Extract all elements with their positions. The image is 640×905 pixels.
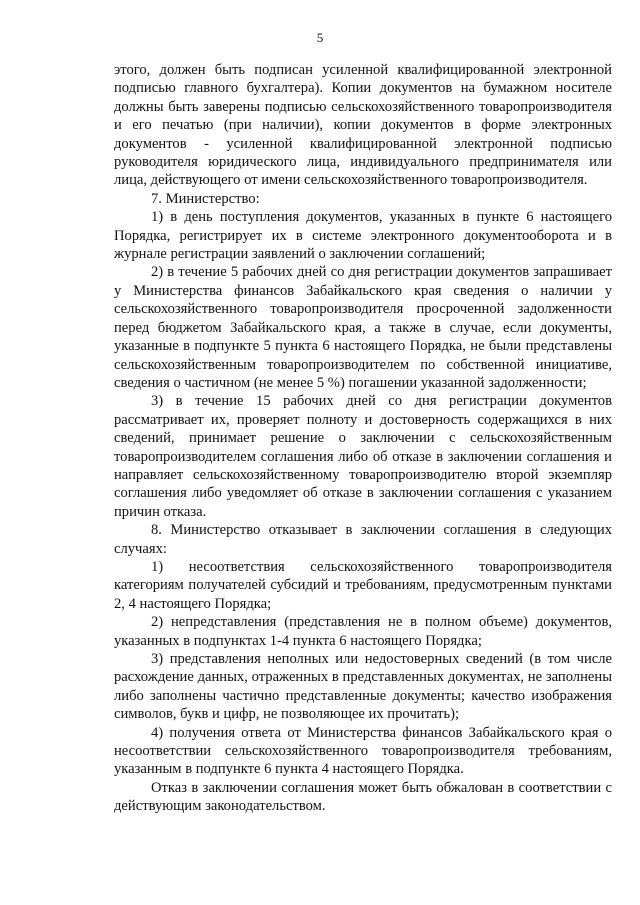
section-7-heading: 7. Министерство: [151, 190, 260, 207]
section-7-item-3: 3) в течение 15 рабочих дней со дня регистрации документов рассматривает их, проверяет полноту и достоверность содержащихся в них сведений, принимает решение о заключении с сельскохозяйственным товаропроизводителем соглашения либо об отказе в заключении соглашения и направляет сельскохозяйственному товаропроизводителю второй экземпляр соглашения либо уведомляет об отказе в заключении соглашения с указанием причин отказа. [114, 393, 612, 520]
section-8-heading: 8. Министерство отказывает в заключении соглашения в следующих случаях: [114, 522, 612, 557]
section-8-item-1: 1) несоответствия сельскохозяйственного товаропроизводителя категориям получателей субсидий и требованиям, предусмотренным пунктами 2, 4 настоящего Порядка; [114, 558, 612, 612]
section-8-item-4: 4) получения ответа от Министерства финансов Забайкальского края о несоответствии сельскохозяйственного товаропроизводителя требованиям, указанным в подпункте 6 пункта 4 настоящего Порядка. [114, 724, 612, 778]
appeal-paragraph: Отказ в заключении соглашения может быть обжалован в соответствии с действующим законодательством. [114, 779, 612, 815]
paragraph-signature-requirements: этого, должен быть подписан усиленной квалифицированной электронной подписью главного бухгалтера). Копии документов на бумажном носителе должны быть заверены подписью сельскохозяйственного товаропроизводителя и его печатью (при наличии), копии документов в форме электронных документов - усиленной квалифицированной электронной подписью руководителя юридического лица, индивидуального предпринимателя или лица, действующего от имени сельскохозяйственного товаропроизводителя. [114, 62, 612, 189]
section-8-item-3: 3) представления неполных или недостоверных сведений (в том числе расхождение данных, отраженных в представленных документах, не заполнены либо заполнены частично представленные документы; качество изображения символов, букв и цифр, не позволяющее их прочитать); [114, 651, 612, 723]
section-7-item-1: 1) в день поступления документов, указанных в пункте 6 настоящего Порядка, регистрирует их в системе электронного документооборота и в журнале регистрации заявлений о заключении соглашений; [114, 209, 612, 263]
section-8-item-2: 2) непредставления (представления не в полном объеме) документов, указанных в подпунктах 1-4 пункта 6 настоящего Порядка; [114, 614, 612, 649]
page-number: 5 [316, 30, 324, 45]
document-body [114, 61, 612, 816]
section-7-item-2: 2) в течение 5 рабочих дней со дня регистрации документов запрашивает у Министерства финансов Забайкальского края сведения о наличии у сельскохозяйственного товаропроизводителя просроченной задолженности перед бюджетом Забайкальского края, а также в случае, если документы, указанные в подпункте 5 пункта 6 настоящего Порядка, не были представлены сельскохозяйственным товаропроизводителем по собственной инициативе, сведения о частичном (не менее 5 %) погашении указанной задолженности; [114, 264, 612, 391]
